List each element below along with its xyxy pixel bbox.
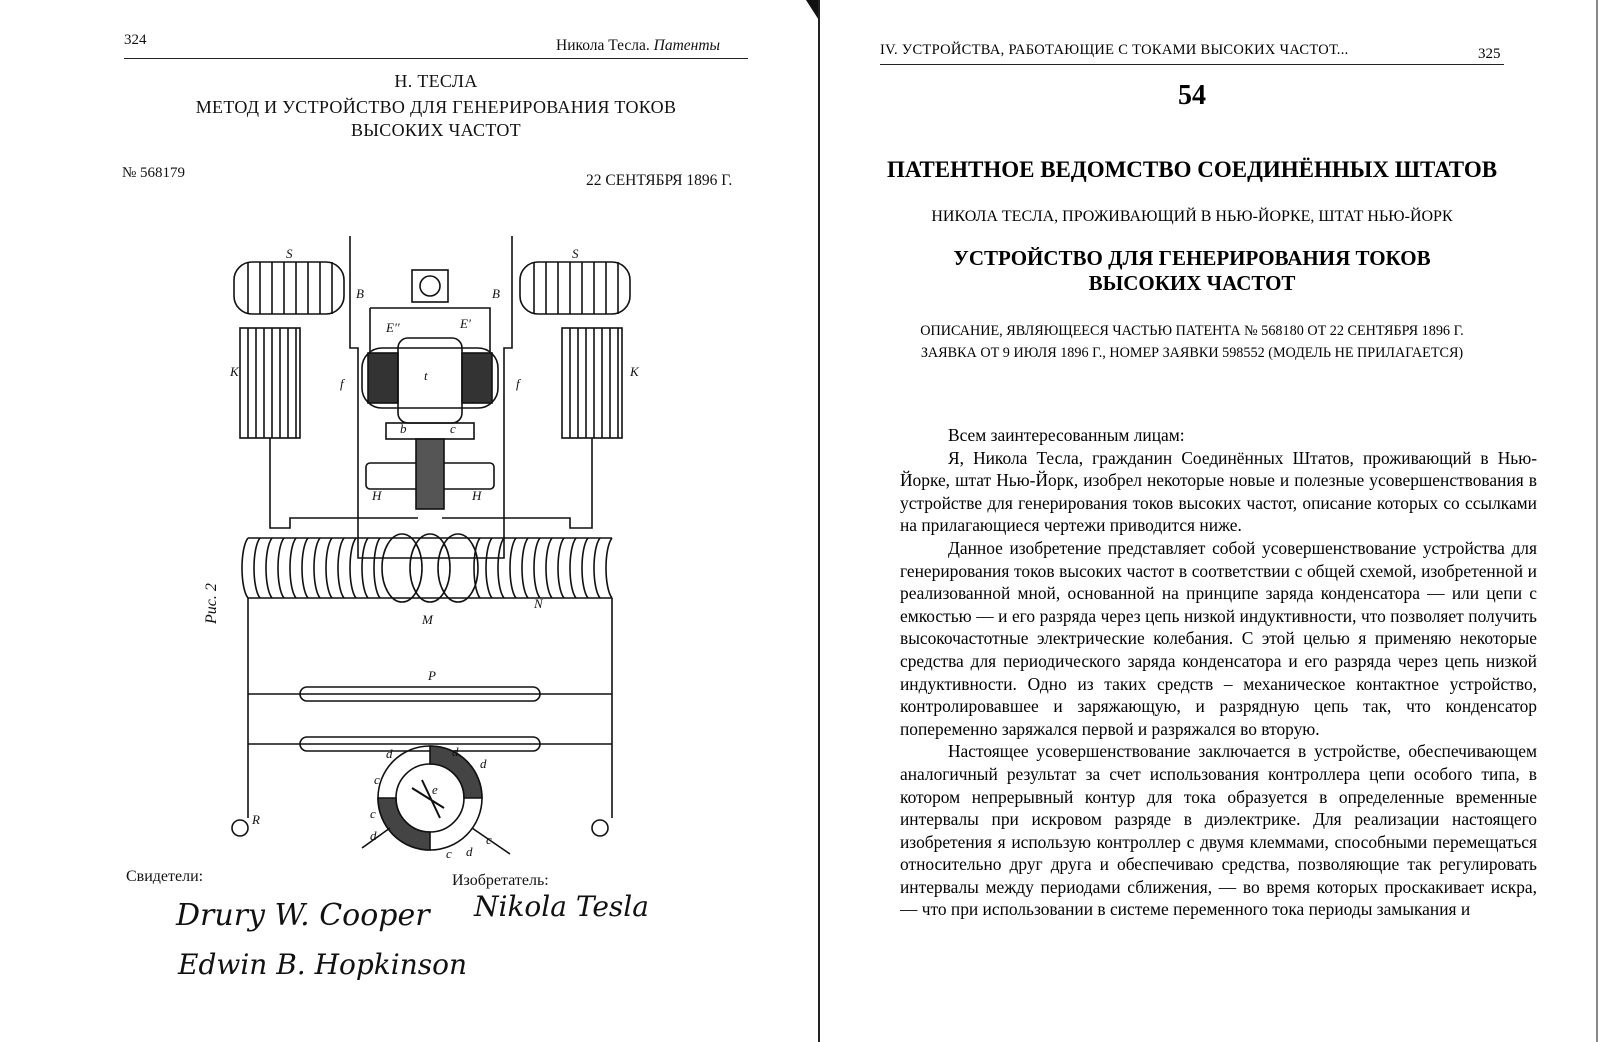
- witness-signature-1: Drury W. Cooper: [176, 898, 430, 933]
- fig-label-r: R: [252, 812, 260, 827]
- coil-m-n: [242, 534, 612, 818]
- fig-label-p: P: [428, 668, 436, 683]
- page-edge-right: [1596, 0, 1598, 1042]
- inventor-line: НИКОЛА ТЕСЛА, ПРОЖИВАЮЩИЙ В НЬЮ-ЙОРКЕ, ШТАТ НЬЮ-ЙОРК: [931, 208, 1453, 225]
- fig-label-c3: c: [446, 846, 452, 861]
- running-header-text: Никола Тесла.: [556, 37, 654, 54]
- fig-label-h-left: H: [372, 488, 382, 503]
- fig-label-c1: c: [374, 772, 380, 787]
- right-running-header: IV. УСТРОЙСТВА, РАБОТАЮЩИЕ С ТОКАМИ ВЫСОКИХ ЧАСТОТ...: [880, 42, 1349, 58]
- fig-label-f-right: f: [516, 376, 520, 391]
- salutation: Всем заинтересованным лицам:: [948, 425, 1185, 445]
- paragraph-2: Данное изобретение представляет собой усовершенствование устройства для генерирования токов высоких частот в соответствии с общей схемой, изобретенной и реализованной мной, основанной на принципе заряда конденсатора — или цепи с емкостью — и его разряда через цепь низкой индуктивности, что позволяет получить высокочастотные электрические колебания. С этой целью я применяю некоторые средства для периодического заряда конденсатора и его разряда через цепь низкой индуктивности. Одно из таких средств – механическое контактное устройство, контролировавшее и заряжающую, и разрядную цепь так, что конденсатор попеременно заряжался первой и разряжался во вторую.: [900, 537, 1537, 739]
- fig-label-b-left: B: [356, 286, 364, 301]
- fig-label-c: c: [450, 421, 456, 436]
- fig-label-s-right: S: [572, 246, 579, 261]
- witnesses-label: Свидетели:: [126, 868, 204, 885]
- fig-label-c4: c: [486, 832, 492, 847]
- right-header-rule: [880, 64, 1504, 65]
- fig-label-k-right: K: [630, 364, 639, 379]
- fig-label-b-right: B: [492, 286, 500, 301]
- patent-figure: [190, 228, 670, 868]
- fig-label-n: N: [534, 596, 543, 611]
- fig-label-k-left: K: [230, 364, 239, 379]
- inventor-signature: Nikola Tesla: [474, 890, 649, 923]
- right-title-line1: УСТРОЙСТВО ДЛЯ ГЕНЕРИРОВАНИЯ ТОКОВ: [953, 246, 1431, 270]
- patent-date: 22 СЕНТЯБРЯ 1896 Г.: [586, 172, 733, 189]
- terminal-right: [592, 820, 608, 836]
- coil-s-right: [520, 262, 630, 314]
- chapter-number: 54: [1178, 80, 1206, 111]
- paragraph-1: Я, Никола Тесла, гражданин Соединённых Штатов, проживающий в Нью-Йорке, штат Нью-Йорк, изобрел некоторые новые и полезные усовершенствования в устройстве для генерирования токов высоких частот, описание которых со ссылками на прилагающиеся чертежи приводится ниже.: [900, 447, 1537, 536]
- fig-label-b: b: [400, 421, 407, 436]
- terminal-left: [232, 820, 248, 836]
- fig-label-m: M: [422, 612, 433, 627]
- fig-label-e: e: [432, 782, 438, 797]
- figure-caption: Рис. 2: [203, 583, 220, 624]
- running-header-italic: Патенты: [653, 37, 721, 54]
- left-title-line2: ВЫСОКИХ ЧАСТОТ: [351, 120, 521, 140]
- patent-office-heading: ПАТЕНТНОЕ ВЕДОМСТВО СОЕДИНЁННЫХ ШТАТОВ: [886, 157, 1498, 182]
- fig-label-e2: E'': [386, 320, 400, 335]
- left-title-line1: МЕТОД И УСТРОЙСТВО ДЛЯ ГЕНЕРИРОВАНИЯ ТОКОВ: [195, 97, 677, 117]
- left-header-rule: [124, 58, 748, 59]
- fig-label-c2: c: [370, 806, 376, 821]
- right-page-number: 325: [1478, 46, 1501, 62]
- patent-body-text: [900, 424, 1537, 921]
- fig-label-d2: d: [452, 744, 459, 759]
- witness-signature-2: Edwin B. Hopkinson: [178, 948, 468, 981]
- fig-label-d5: d: [466, 844, 473, 859]
- right-title-line2: ВЫСОКИХ ЧАСТОТ: [1088, 271, 1296, 295]
- coil-s-left: [234, 262, 344, 314]
- patent-number: № 568179: [122, 165, 186, 181]
- spec-line-1: ОПИСАНИЕ, ЯВЛЯЮЩЕЕСЯ ЧАСТЬЮ ПАТЕНТА № 568180 ОТ 22 СЕНТЯБРЯ 1896 Г.: [920, 323, 1464, 339]
- spec-line-2: ЗАЯВКА ОТ 9 ИЮЛЯ 1896 Г., НОМЕР ЗАЯВКИ 598552 (МОДЕЛЬ НЕ ПРИЛАГАЕТСЯ): [920, 345, 1464, 361]
- left-running-header: [556, 37, 720, 55]
- left-page-number: 324: [124, 32, 147, 48]
- tubes-p: [248, 687, 612, 751]
- fig-label-f-left: f: [340, 376, 344, 391]
- paragraph-3: Настоящее усовершенствование заключается в устройстве, обеспечивающем аналогичный результат за счет использования контроллера цепи особого типа, в котором непрерывный контур для тока образуется в определенные временные интервалы при искровом разряде в диэлектрике. Для реализации настоящего изобретения я использую контроллер с двумя клеммами, способными перемещаться относительно друг друга и обеспечиваю средства, позволяющие так регулировать интервалы между периодами сближения, — во время которых проскакивает искра, — что при использовании в системе переменного тока периоды замыкания и: [900, 741, 1537, 920]
- left-author: Н. ТЕСЛА: [394, 71, 478, 91]
- inventor-label: Изобретатель:: [452, 872, 549, 889]
- fig-label-d1: d: [386, 746, 393, 761]
- fig-label-e1: E': [460, 316, 471, 331]
- fig-label-d4: d: [370, 828, 377, 843]
- fig-label-s-left: S: [286, 246, 293, 261]
- fig-label-h-right: H: [472, 488, 482, 503]
- controller-motor: [362, 270, 498, 509]
- fig-label-t: t: [424, 368, 428, 383]
- fig-label-d3: d: [480, 756, 487, 771]
